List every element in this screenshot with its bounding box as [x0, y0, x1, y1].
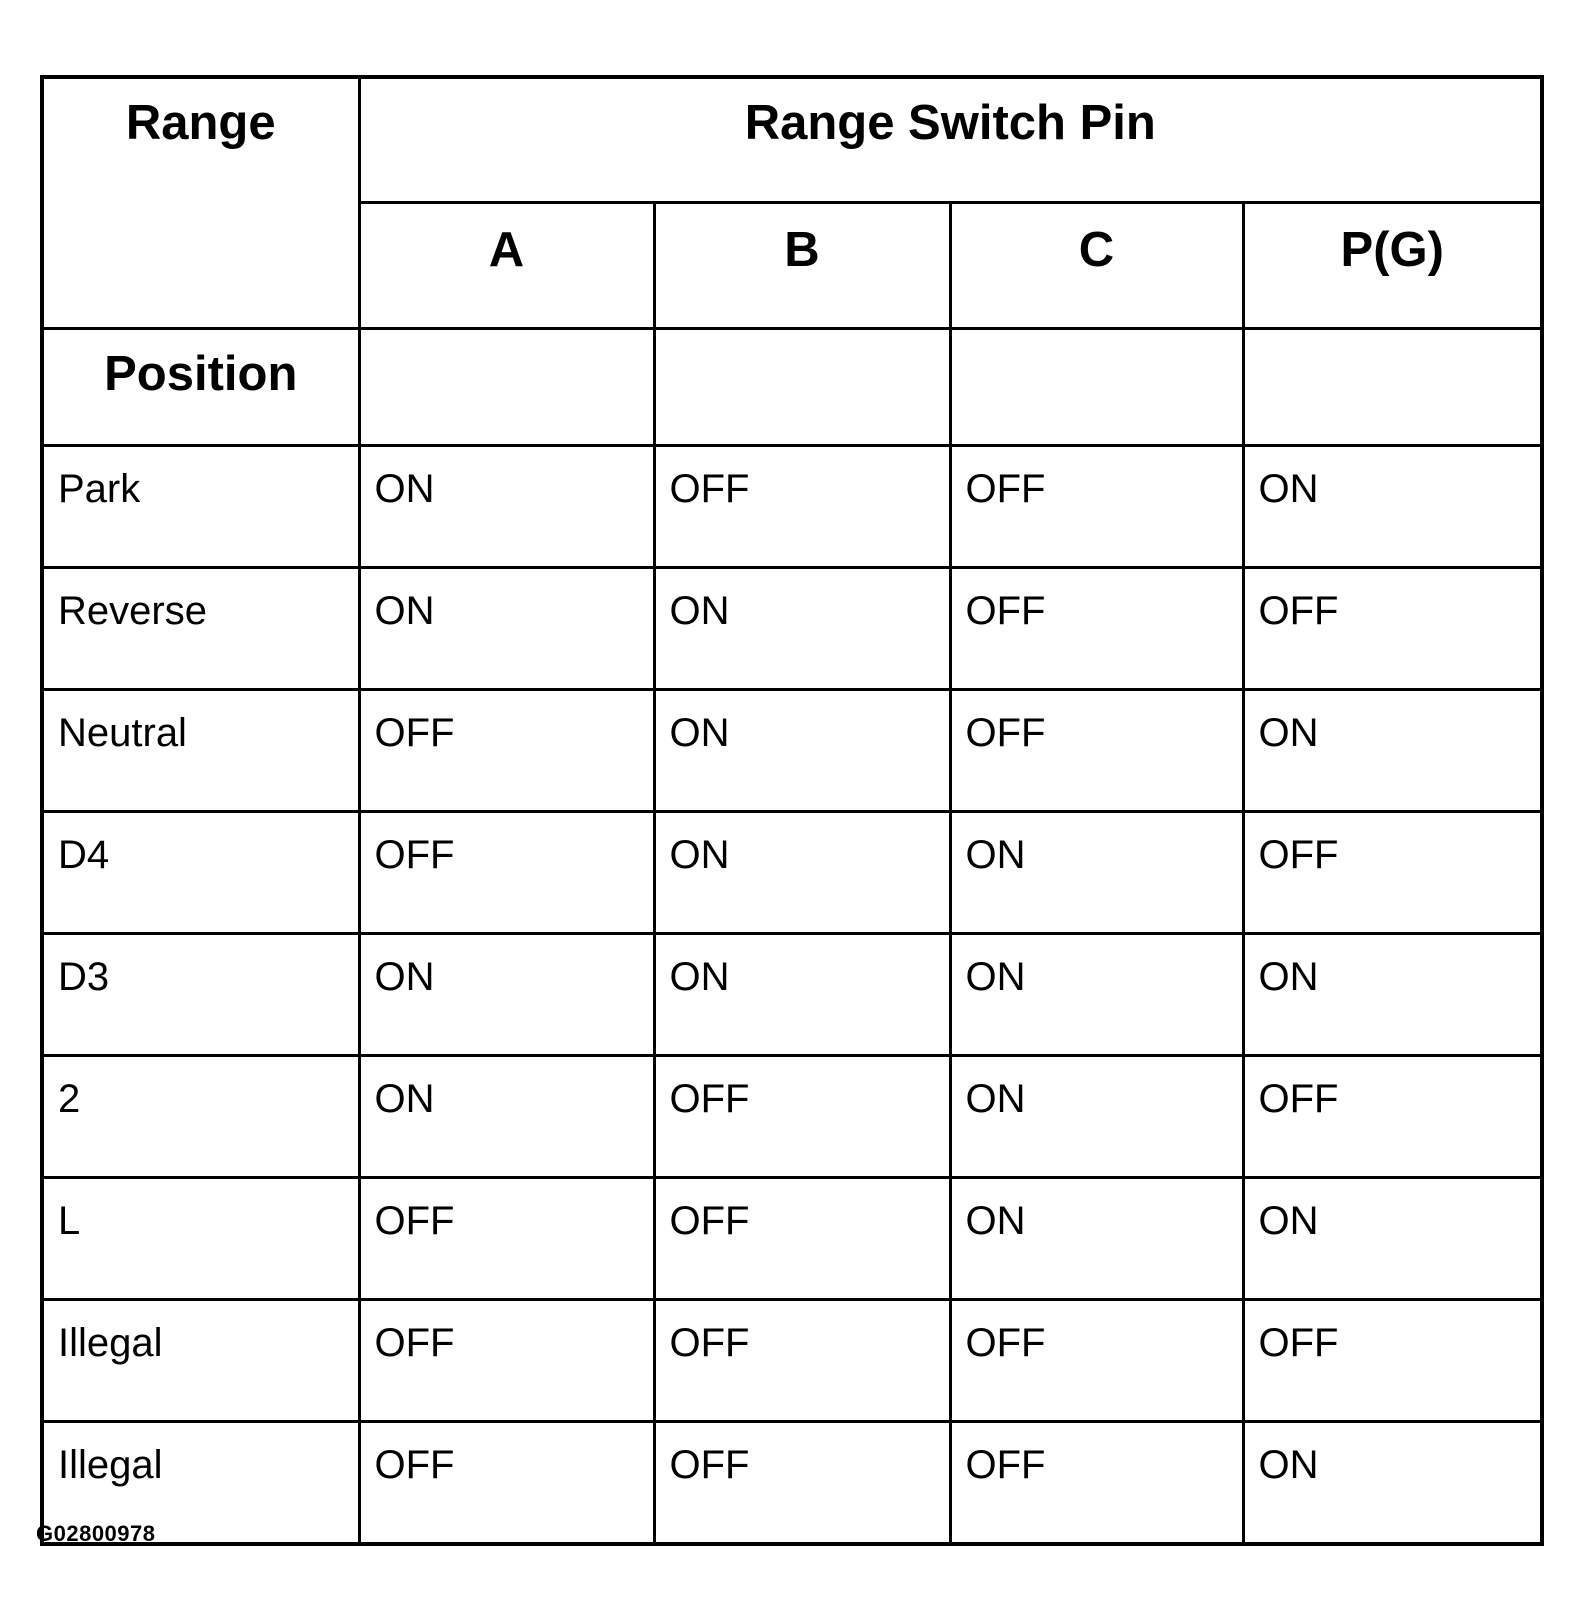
row-label: Neutral — [42, 690, 359, 812]
cell-pin-pg: ON — [1243, 934, 1542, 1056]
header-pin-b: B — [654, 203, 950, 329]
cell-pin-b: OFF — [654, 1178, 950, 1300]
header-range-switch-pin: Range Switch Pin — [359, 77, 1542, 203]
empty-cell — [359, 329, 654, 446]
table-row — [42, 1422, 1542, 1545]
cell-pin-pg: OFF — [1243, 812, 1542, 934]
cell-pin-pg: OFF — [1243, 1300, 1542, 1422]
cell-pin-c: OFF — [950, 568, 1243, 690]
cell-pin-a: ON — [359, 1056, 654, 1178]
cell-pin-a: OFF — [359, 1178, 654, 1300]
cell-pin-a: OFF — [359, 812, 654, 934]
cell-pin-pg: OFF — [1243, 1056, 1542, 1178]
cell-pin-a: OFF — [359, 1422, 654, 1545]
cell-pin-b: ON — [654, 934, 950, 1056]
empty-cell — [1243, 329, 1542, 446]
cell-pin-c: OFF — [950, 1300, 1243, 1422]
cell-pin-a: ON — [359, 446, 654, 568]
cell-pin-b: ON — [654, 568, 950, 690]
cell-pin-c: OFF — [950, 690, 1243, 812]
cell-pin-pg: ON — [1243, 1422, 1542, 1545]
header-pin-a: A — [359, 203, 654, 329]
table-row — [42, 690, 1542, 812]
table-row — [42, 568, 1542, 690]
row-label: Reverse — [42, 568, 359, 690]
cell-pin-a: OFF — [359, 1300, 654, 1422]
row-label: Park — [42, 446, 359, 568]
header-position: Position — [42, 329, 359, 446]
row-label: Illegal — [42, 1422, 359, 1545]
cell-pin-pg: ON — [1243, 446, 1542, 568]
table-row — [42, 1056, 1542, 1178]
table-row — [42, 934, 1542, 1056]
empty-cell — [950, 329, 1243, 446]
cell-pin-b: OFF — [654, 1422, 950, 1545]
cell-pin-b: ON — [654, 690, 950, 812]
cell-pin-a: OFF — [359, 690, 654, 812]
table-row — [42, 446, 1542, 568]
empty-cell — [654, 329, 950, 446]
cell-pin-b: ON — [654, 812, 950, 934]
range-switch-table — [40, 75, 1544, 1546]
row-label: D3 — [42, 934, 359, 1056]
cell-pin-a: ON — [359, 568, 654, 690]
cell-pin-pg: ON — [1243, 690, 1542, 812]
cell-pin-c: ON — [950, 934, 1243, 1056]
table-row — [42, 812, 1542, 934]
header-range: Range — [42, 77, 359, 329]
cell-pin-b: OFF — [654, 1056, 950, 1178]
row-label: Illegal — [42, 1300, 359, 1422]
cell-pin-b: OFF — [654, 446, 950, 568]
header-pin-pg: P(G) — [1243, 203, 1542, 329]
row-label: D4 — [42, 812, 359, 934]
row-label: L — [42, 1178, 359, 1300]
cell-pin-pg: ON — [1243, 1178, 1542, 1300]
cell-pin-c: ON — [950, 812, 1243, 934]
header-pin-c: C — [950, 203, 1243, 329]
figure-id: G02800978 — [36, 1521, 156, 1546]
cell-pin-c: OFF — [950, 446, 1243, 568]
table-row — [42, 1178, 1542, 1300]
cell-pin-a: ON — [359, 934, 654, 1056]
cell-pin-c: ON — [950, 1056, 1243, 1178]
row-label: 2 — [42, 1056, 359, 1178]
cell-pin-b: OFF — [654, 1300, 950, 1422]
cell-pin-c: ON — [950, 1178, 1243, 1300]
cell-pin-pg: OFF — [1243, 568, 1542, 690]
cell-pin-c: OFF — [950, 1422, 1243, 1545]
table-row — [42, 1300, 1542, 1422]
